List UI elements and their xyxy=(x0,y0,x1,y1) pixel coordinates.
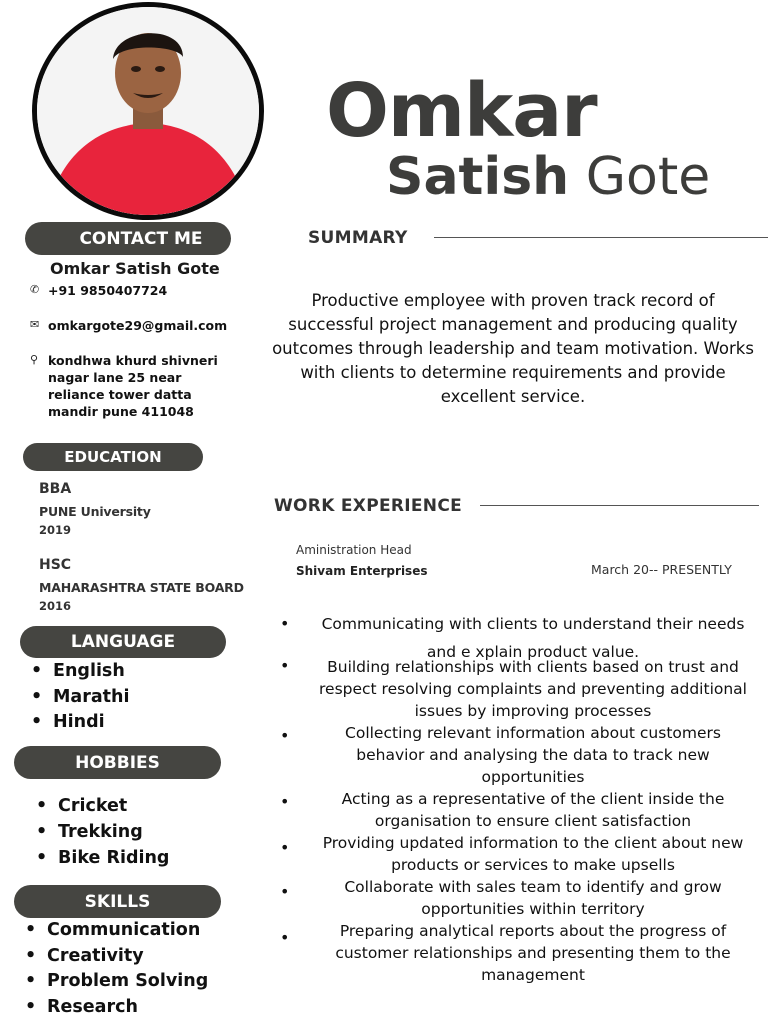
job-company: Shivam Enterprises xyxy=(296,564,428,578)
bullet-icon: • xyxy=(280,838,290,857)
list-item: • Providing updated information to the client about new products or services to make upsells xyxy=(280,834,744,874)
hobbies-header: HOBBIES xyxy=(14,746,221,779)
contact-header: CONTACT ME xyxy=(25,222,231,255)
list-item: • Cricket xyxy=(58,793,169,819)
bullet-icon: • xyxy=(280,656,290,675)
name-last: Gote xyxy=(585,147,711,207)
list-item: • Bike Riding xyxy=(58,845,169,871)
contact-email: omkargote29@gmail.com xyxy=(48,318,228,333)
contact-phone: +91 9850407724 xyxy=(48,283,168,298)
education-degree: BBA xyxy=(39,481,72,497)
mail-icon: ✉ xyxy=(30,318,40,331)
bullet-icon: • xyxy=(280,726,290,745)
bullet-icon: • xyxy=(280,792,290,811)
work-header: WORK EXPERIENCE xyxy=(274,496,463,516)
phone-icon: ✆ xyxy=(30,283,40,296)
summary-text: Productive employee with proven track record of successful project management and producing quality outcomes through leadership and team motivation. Works with clients to determine requirements and provide excellent service. xyxy=(272,291,754,406)
list-item: • Communicating with clients to understand their needs and e xplain product value. xyxy=(280,614,745,661)
list-item: • Communication xyxy=(47,918,208,944)
list-item: • English xyxy=(53,659,130,685)
list-item: • Hindi xyxy=(53,710,130,736)
list-item: • Marathi xyxy=(53,685,130,711)
name-rest xyxy=(386,147,711,207)
job-dates: March 20-- PRESENTLY xyxy=(591,562,732,577)
job-role: Aministration Head xyxy=(296,543,412,557)
contact-full-name: Omkar Satish Gote xyxy=(50,259,220,278)
language-header: LANGUAGE xyxy=(20,626,226,658)
contact-address-row xyxy=(30,352,238,420)
list-item: • Creativity xyxy=(47,944,208,970)
list-item: • Problem Solving xyxy=(47,969,208,995)
language-list xyxy=(53,659,130,736)
education-institution: PUNE University xyxy=(39,504,151,519)
list-item: • Collaborate with sales team to identify and grow opportunities within territory xyxy=(280,878,722,918)
list-item: • Building relationships with clients based on trust and respect resolving complaints and preventing additional issues by improving processes xyxy=(280,656,747,720)
bullet-icon: • xyxy=(280,614,290,633)
location-pin-icon: ⚲ xyxy=(30,353,39,366)
list-item: • Research xyxy=(47,995,208,1021)
contact-email-row xyxy=(30,317,227,334)
summary-divider xyxy=(434,237,768,238)
skills-header: SKILLS xyxy=(14,885,221,918)
education-year: 2016 xyxy=(39,599,72,613)
contact-phone-row xyxy=(30,282,167,299)
skills-list xyxy=(47,918,208,1020)
list-item: • Acting as a representative of the client inside the organisation to ensure client satisfaction xyxy=(280,790,725,830)
list-item: • Preparing analytical reports about the progress of customer relationships and presenting them to the management xyxy=(280,922,731,984)
list-item: • Trekking xyxy=(58,819,169,845)
contact-address: kondhwa khurd shivneri nagar lane 25 near reliance tower datta mandir pune 411048 xyxy=(48,353,218,419)
name-first: Omkar xyxy=(326,68,597,154)
name-middle: Satish xyxy=(386,147,570,207)
education-year: 2019 xyxy=(39,523,72,537)
work-divider xyxy=(480,505,759,506)
education-header: EDUCATION xyxy=(23,443,203,471)
list-item: • Collecting relevant information about customers behavior and analysing the data to track new opportunities xyxy=(280,724,721,786)
summary-header: SUMMARY xyxy=(308,228,408,248)
profile-photo xyxy=(32,2,264,220)
hobbies-list xyxy=(58,793,169,871)
profile-photo-icon xyxy=(37,7,259,215)
education-degree: HSC xyxy=(39,557,72,573)
bullet-icon: • xyxy=(280,928,290,947)
education-institution: MAHARASHTRA STATE BOARD xyxy=(39,580,244,595)
bullet-icon: • xyxy=(280,882,290,901)
